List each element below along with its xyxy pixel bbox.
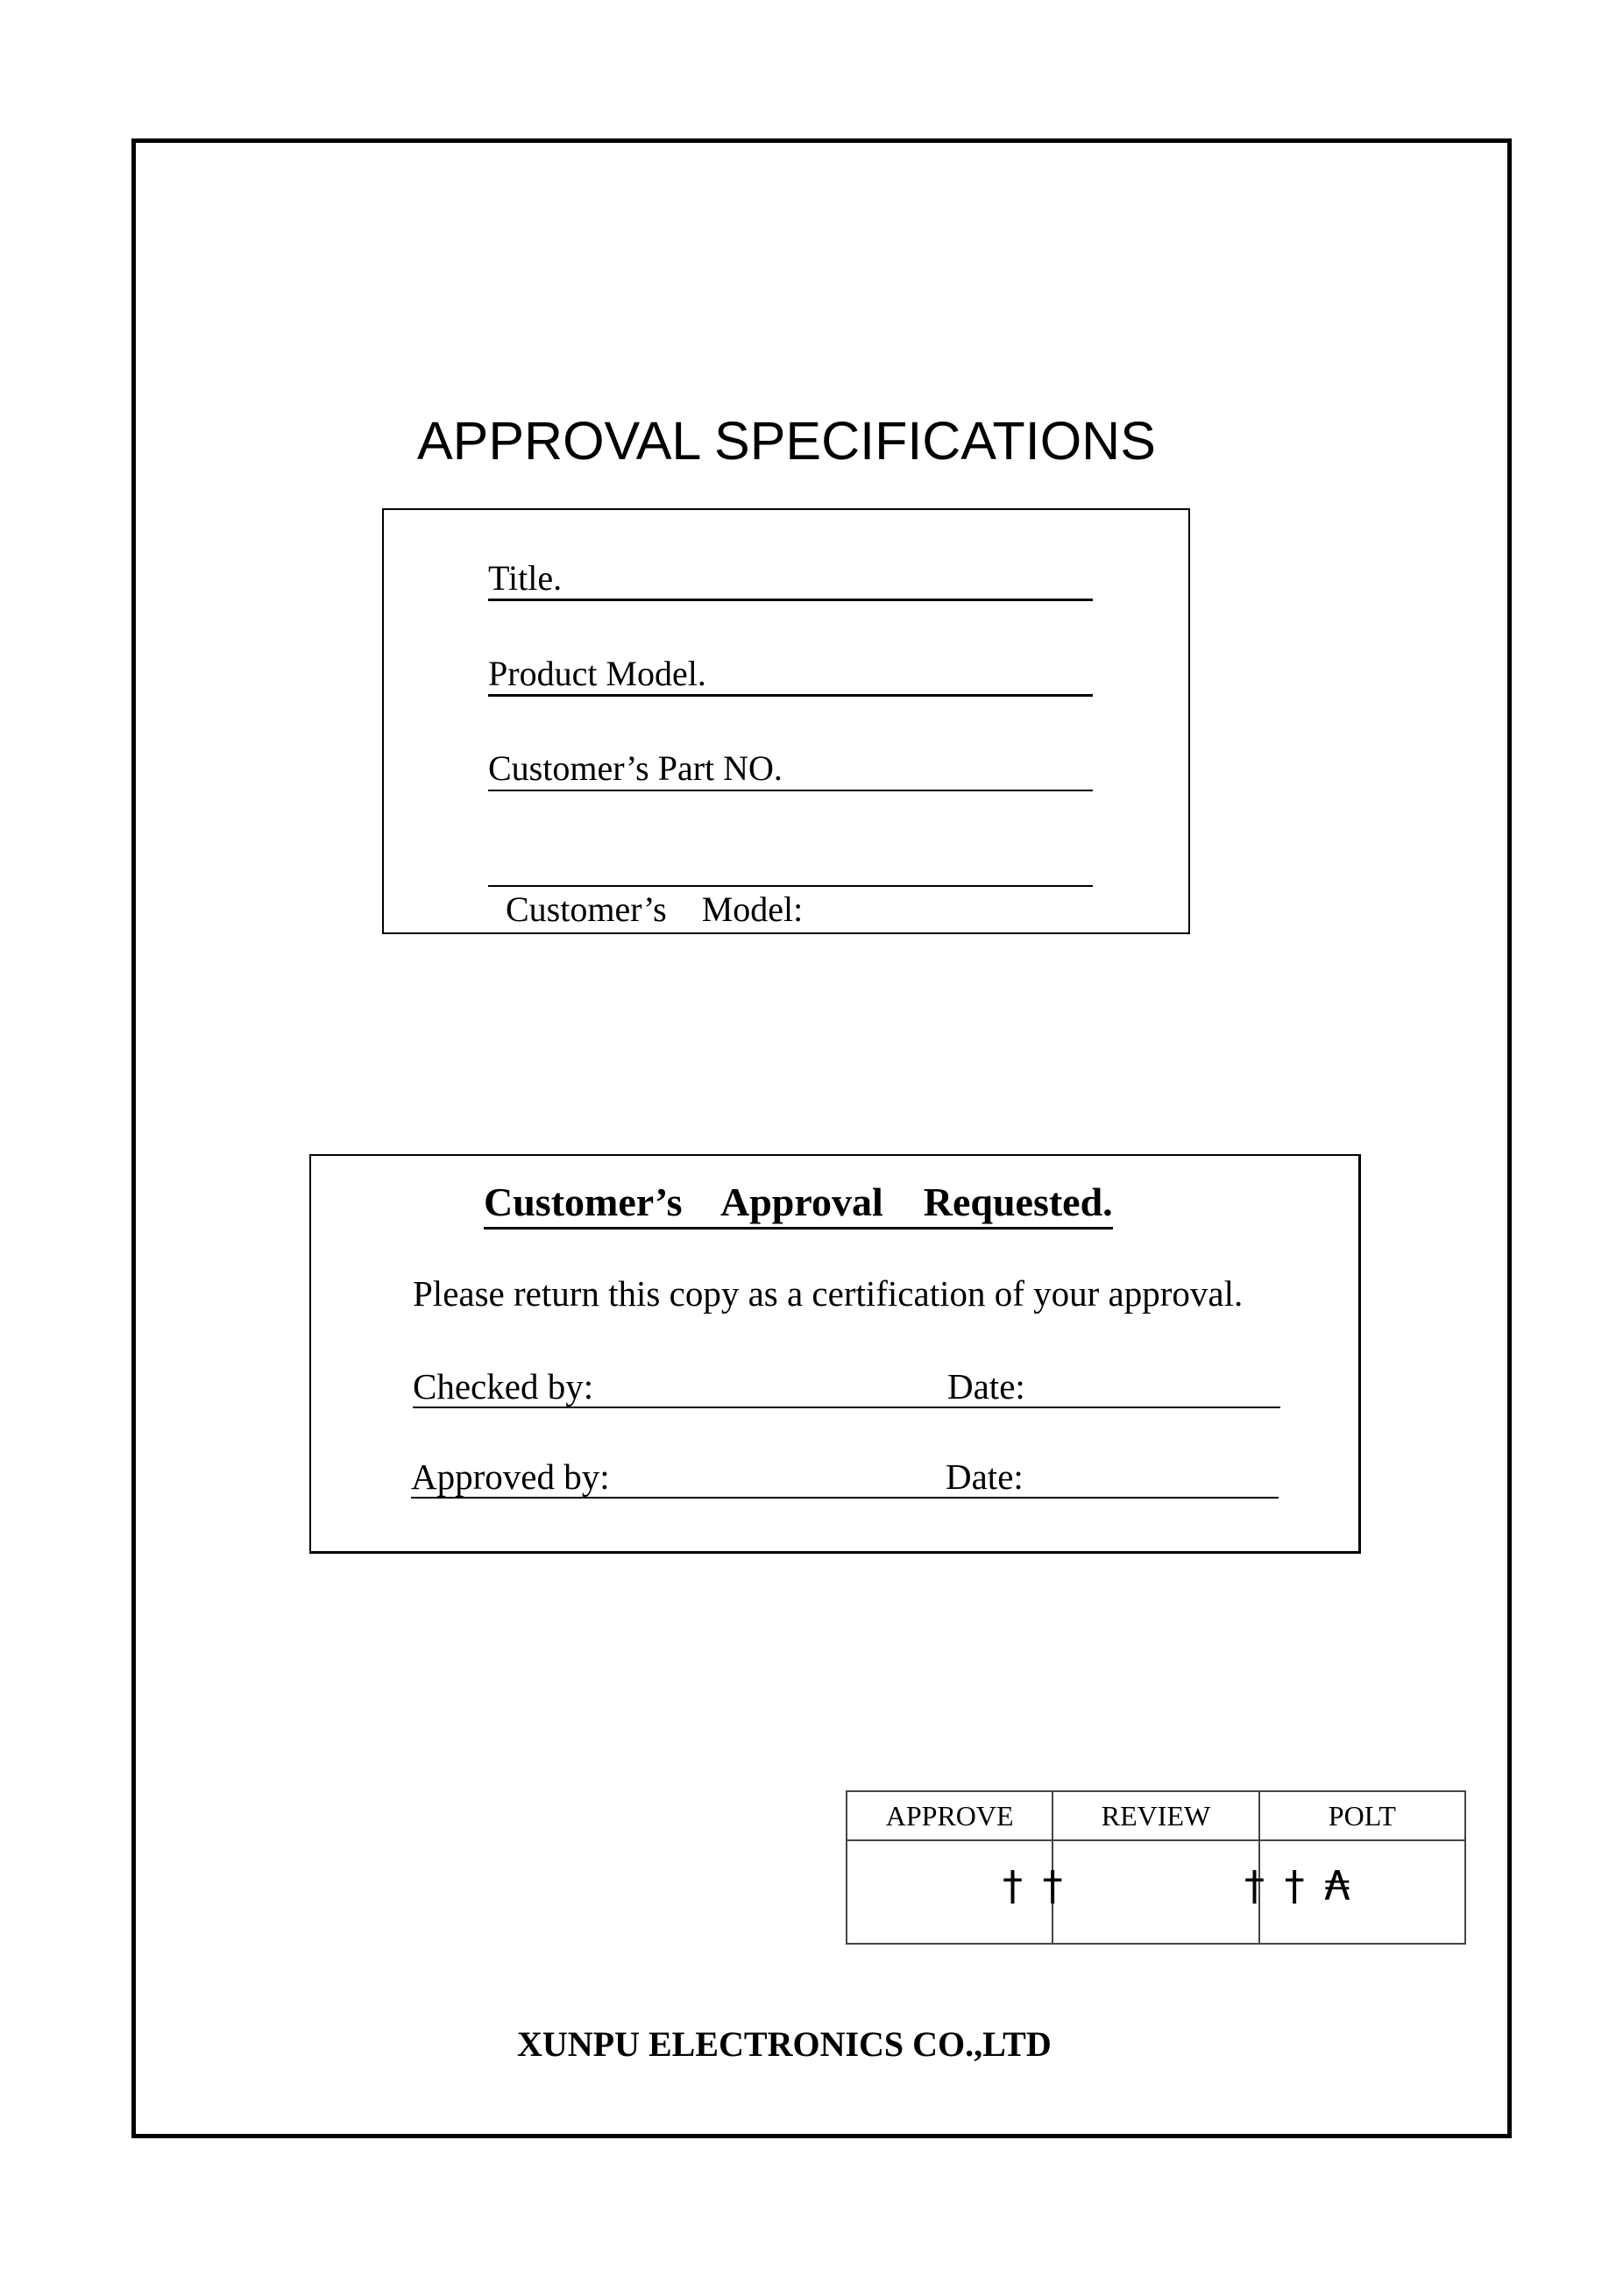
document-title: APPROVAL SPECIFICATIONS: [417, 411, 1156, 471]
title-field-underline: [488, 599, 1093, 601]
product-model-underline: [488, 694, 1093, 697]
approval-instruction: Please return this copy as a certification of your approval.: [413, 1273, 1244, 1314]
customer-part-no-field[interactable]: [488, 746, 1093, 791]
checked-date-label: Date:: [947, 1366, 1025, 1407]
product-model-field[interactable]: [488, 651, 1093, 697]
product-model-label: Product Model.: [488, 654, 706, 693]
approved-by-field[interactable]: [411, 1455, 1279, 1499]
review-signature-cell[interactable]: [1052, 1840, 1258, 1944]
approve-signature-mark: † †: [1003, 1862, 1067, 1910]
customer-part-no-underline: [488, 790, 1093, 791]
approval-heading: Customer’s Approval Requested.: [484, 1178, 1113, 1229]
customer-part-no-label: Customer’s Part NO.: [488, 748, 783, 788]
customer-model-field[interactable]: [488, 841, 1093, 929]
checked-by-field[interactable]: [413, 1364, 1280, 1408]
polt-signature-mark: † † ₳: [1244, 1862, 1354, 1910]
title-field-label: Title.: [488, 558, 563, 598]
review-header: REVIEW: [1052, 1791, 1258, 1840]
sign-off-table: [846, 1790, 1466, 1945]
approve-header: APPROVE: [847, 1791, 1052, 1840]
customer-model-underline: [488, 885, 1093, 887]
customer-model-label: Customer’s Model:: [506, 889, 804, 929]
company-name: XUNPU ELECTRONICS CO.,LTD: [517, 2024, 1052, 2064]
polt-header: POLT: [1259, 1791, 1465, 1840]
approved-date-label: Date:: [946, 1456, 1024, 1497]
approved-by-label: Approved by:: [411, 1456, 610, 1497]
title-field[interactable]: [488, 556, 1093, 601]
checked-by-label: Checked by:: [413, 1366, 594, 1407]
